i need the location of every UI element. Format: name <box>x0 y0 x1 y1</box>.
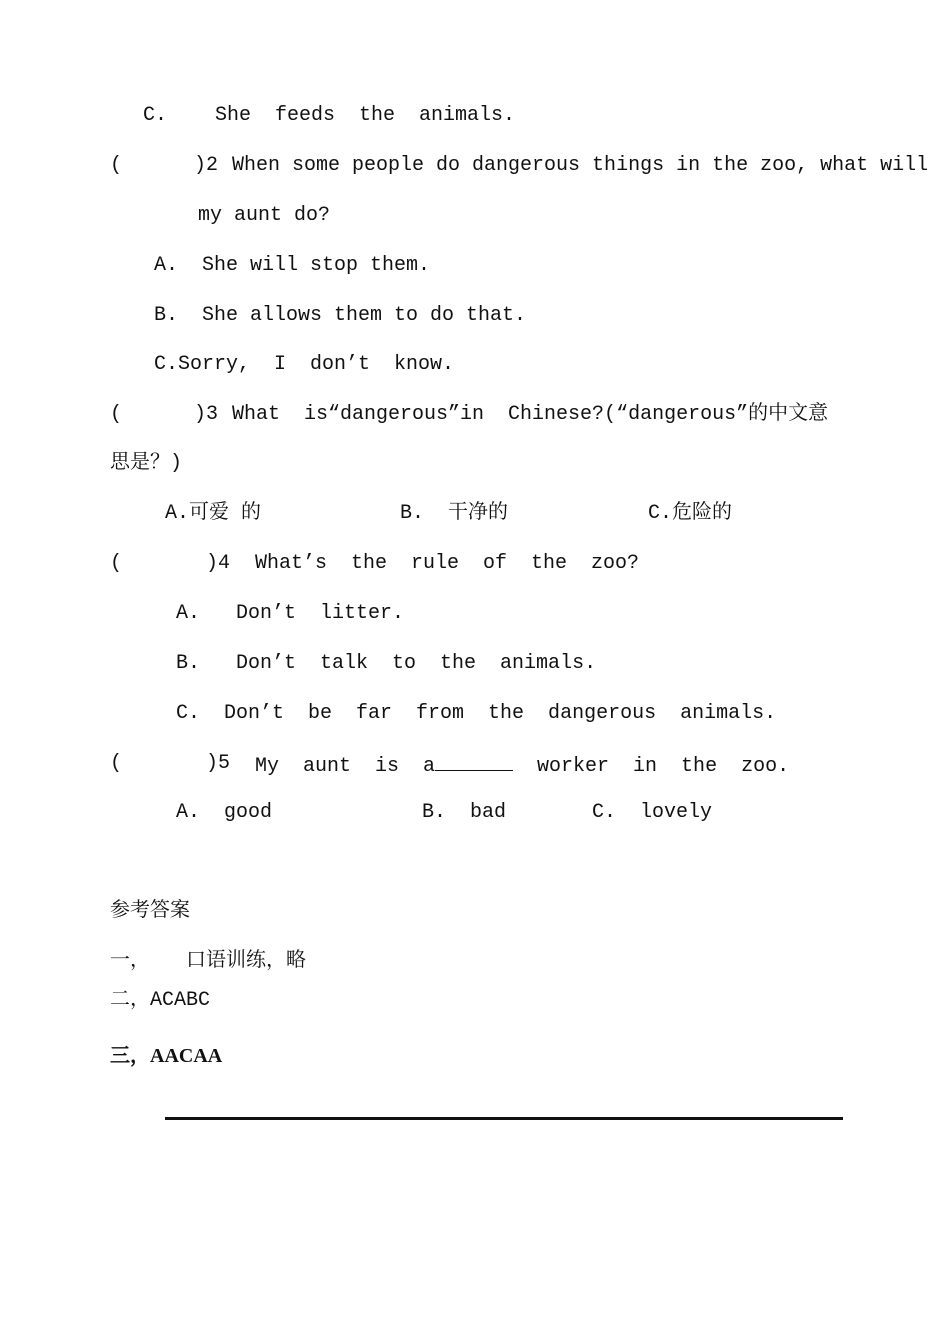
answers-heading: 参考答案 <box>110 900 190 923</box>
q3-option-c: C.危险的 <box>648 502 733 525</box>
q2-option-a: A. She will stop them. <box>154 254 431 277</box>
q5-paren[interactable]: ( )5 <box>110 752 231 775</box>
q5-option-b: B. bad <box>422 801 507 824</box>
q3-stem-line2: 思是？) <box>110 452 183 475</box>
q4-stem: What’s the rule of the zoo? <box>255 552 640 575</box>
q4-option-c: C. Don’t be far from the dangerous animals. <box>176 702 777 725</box>
q4-option-a: A. Don’t litter. <box>176 602 405 625</box>
q2-paren[interactable]: ( )2 <box>110 154 219 177</box>
q4-paren[interactable]: ( )4 <box>110 552 231 575</box>
q2-stem-line1: When some people do dangerous things in the zoo, what will <box>232 154 929 177</box>
q4-option-b: B. Don’t talk to the animals. <box>176 652 597 675</box>
answers-line2: 二，ACABC <box>110 989 211 1012</box>
q2-option-c: C.Sorry, I don’t know. <box>154 353 455 376</box>
q1-option-c: C. She feeds the animals. <box>143 104 516 127</box>
q2-option-b: B. She allows them to do that. <box>154 304 527 327</box>
q3-paren[interactable]: ( )3 <box>110 403 219 426</box>
q5-answer-blank[interactable] <box>435 752 513 771</box>
q3-stem-line1: What is“dangerous”in Chinese?(“dangerous”的中文意 <box>232 403 829 426</box>
q3-option-b: B. 干净的 <box>400 502 509 525</box>
answers-line1: 一， 口语训练，略 <box>110 950 307 973</box>
q5-option-c: C. lovely <box>592 801 713 824</box>
answers-line3: 三，AACAA <box>110 1045 223 1067</box>
q5-stem <box>255 752 789 779</box>
q2-stem-line2: my aunt do? <box>198 204 331 227</box>
q5-option-a: A. good <box>176 801 273 824</box>
q5-stem-after: worker in the zoo. <box>513 755 790 778</box>
q3-option-a: A.可爱 的 <box>165 502 262 525</box>
q5-stem-before: My aunt is a <box>255 755 436 778</box>
footer-rule <box>165 1117 843 1120</box>
